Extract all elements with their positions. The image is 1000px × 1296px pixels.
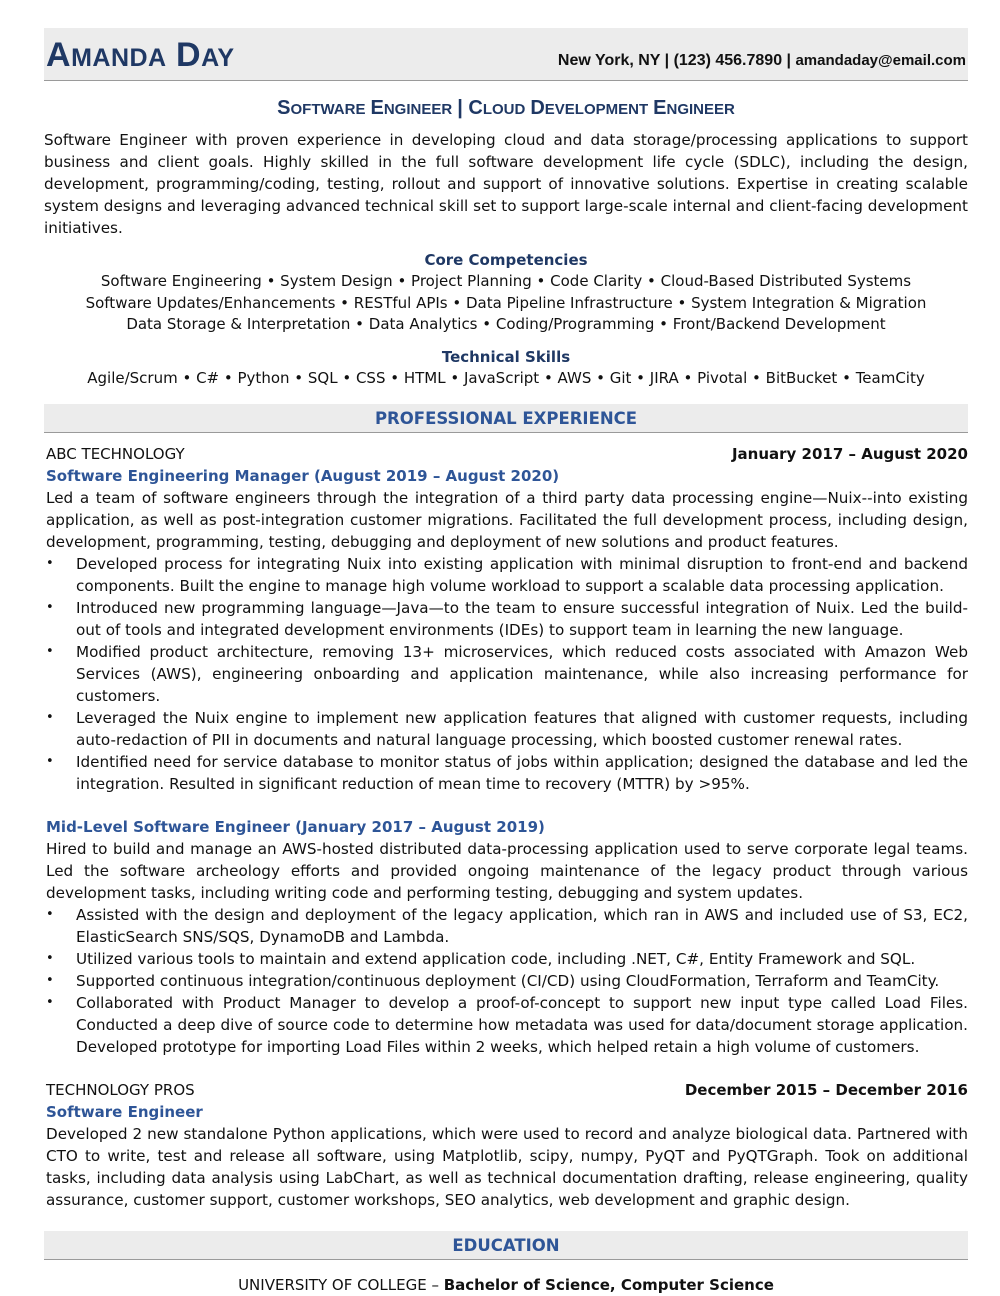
list-item: • Modified product architecture, removing 13+ microservices, which reduced costs associated with Amazon Web Services (AWS), engineering onboarding and application maintenance, while also increasing performance for customers. [46, 642, 968, 705]
headline-part-2: CLOUD DEVELOPMENT ENGINEER [468, 97, 735, 119]
achievement-list [44, 553, 968, 795]
location: New York, NY [557, 52, 661, 69]
list-item: • Utilized various tools to maintain and extend application code, including .NET, C#, Entity Framework and SQL. [46, 949, 916, 968]
school-name: UNIVERSITY OF COLLEGE [238, 1275, 427, 1294]
list-item: • Supported continuous integration/continuous deployment (CI/CD) using CloudFormation, Terraform and TeamCity. [46, 971, 940, 990]
experience-heading: PROFESSIONAL EXPERIENCE [44, 404, 968, 433]
job-dates: December 2015 – December 2016 [684, 1080, 968, 1099]
headline: SOFTWARE ENGINEER | CLOUD DEVELOPMENT ENGINEER [277, 97, 735, 119]
company-name: ABC TECHNOLOGY [46, 444, 185, 463]
list-item: • Collaborated with Product Manager to develop a proof-of-concept to support new input type called Load Files. Conducted a deep dive of source code to determine how metadata was used for data/document storage application. Developed prototype for importing Load Files within 2 weeks, which helped retain a high volume of customers. [46, 993, 968, 1056]
education-heading: EDUCATION [44, 1231, 968, 1260]
header-bar [44, 28, 968, 81]
headline-part-1: SOFTWARE ENGINEER [277, 97, 453, 119]
contact-info: New York, NY | (123) 456.7890 | amandaday@email.com [557, 52, 966, 69]
competency-line: Software Updates/Enhancements • RESTful APIs • Data Pipeline Infrastructure • System Integration & Migration [85, 293, 927, 312]
candidate-name: AMANDA DAY [46, 36, 235, 74]
role-title: Mid-Level Software Engineer (January 2017 – August 2019) [46, 817, 545, 836]
role-title: Software Engineer [46, 1102, 203, 1121]
job-header [44, 443, 968, 465]
phone: (123) 456.7890 [673, 52, 783, 69]
email[interactable]: amandaday@email.com [795, 52, 966, 69]
job-header [44, 1079, 968, 1101]
technical-skills-heading: Technical Skills [441, 348, 571, 367]
education-entry: UNIVERSITY OF COLLEGE – Bachelor of Science, Computer Science [238, 1275, 774, 1294]
role-summary: Led a team of software engineers through the integration of a third party data processing engine—Nuix--into existing application, as well as post-integration customer migrations. Facilitated the full development process, including design, development, programming, testing, debugging and deployment of new solutions and product features. [46, 488, 968, 551]
list-item: • Leveraged the Nuix engine to implement new application features that aligned with customer requests, including auto-redaction of PII in documents and natural language processing, which boosted customer renewal rates. [46, 708, 968, 749]
role-summary: Hired to build and manage an AWS-hosted distributed data-processing application used to serve corporate legal teams. Led the software archeology efforts and provided ongoing maintenance of the legacy product through various development tasks, including writing code and performing testing, debugging and system updates. [46, 839, 968, 902]
achievement-list [44, 904, 968, 1058]
company-name: TECHNOLOGY PROS [46, 1080, 195, 1099]
resume-page [44, 28, 968, 1296]
list-item: • Developed process for integrating Nuix into existing application with minimal disruption to front-end and backend components. Built the engine to manage high volume workload to support a scalable data processing application. [46, 554, 968, 595]
list-item: • Introduced new programming language—Java—to the team to ensure successful integration of Nuix. Led the build-out of tools and integrated development environments (IDEs) to support team in learning the new language. [46, 598, 968, 639]
technical-skills-line: Agile/Scrum • C# • Python • SQL • CSS • HTML • JavaScript • AWS • Git • JIRA • Pivotal • BitBucket • TeamCity [87, 369, 925, 388]
core-competencies-heading: Core Competencies [424, 251, 588, 269]
degree: Bachelor of Science, Computer Science [443, 1275, 774, 1294]
list-item: • Assisted with the design and deployment of the legacy application, which ran in AWS and included use of S3, EC2, ElasticSearch SNS/SQS, DynamoDB and Lambda. [46, 905, 968, 946]
job-dates: January 2017 – August 2020 [731, 444, 968, 463]
role-title: Software Engineering Manager (August 2019 – August 2020) [46, 466, 560, 485]
competency-line: Software Engineering • System Design • Project Planning • Code Clarity • Cloud-Based Distributed Systems [100, 272, 912, 290]
competency-line: Data Storage & Interpretation • Data Analytics • Coding/Programming • Front/Backend Development [126, 315, 886, 334]
professional-summary: Software Engineer with proven experience in developing cloud and data storage/processing applications to support business and client goals. Highly skilled in the full software development life cycle (SDLC), including the design, development, programming/coding, testing, rollout and support of innovative solutions. Expertise in creating scalable system designs and leveraging advanced technical skill set to support large-scale internal and client-facing development initiatives. [44, 131, 968, 237]
role-summary: Developed 2 new standalone Python applications, which were used to record and analyze biological data. Partnered with CTO to write, test and release all software, using Matplotlib, scipy, numpy, PyQT and PyQTGraph. Took on additional tasks, including data analysis using LabChart, as well as technical documentation drafting, release engineering, quality assurance, customer support, customer workshops, SEO analytics, web development and graphic design. [46, 1124, 968, 1209]
list-item: • Identified need for service database to monitor status of jobs within application; designed the database and led the integration. Resulted in significant reduction of mean time to recovery (MTTR) by >95%. [46, 752, 968, 793]
